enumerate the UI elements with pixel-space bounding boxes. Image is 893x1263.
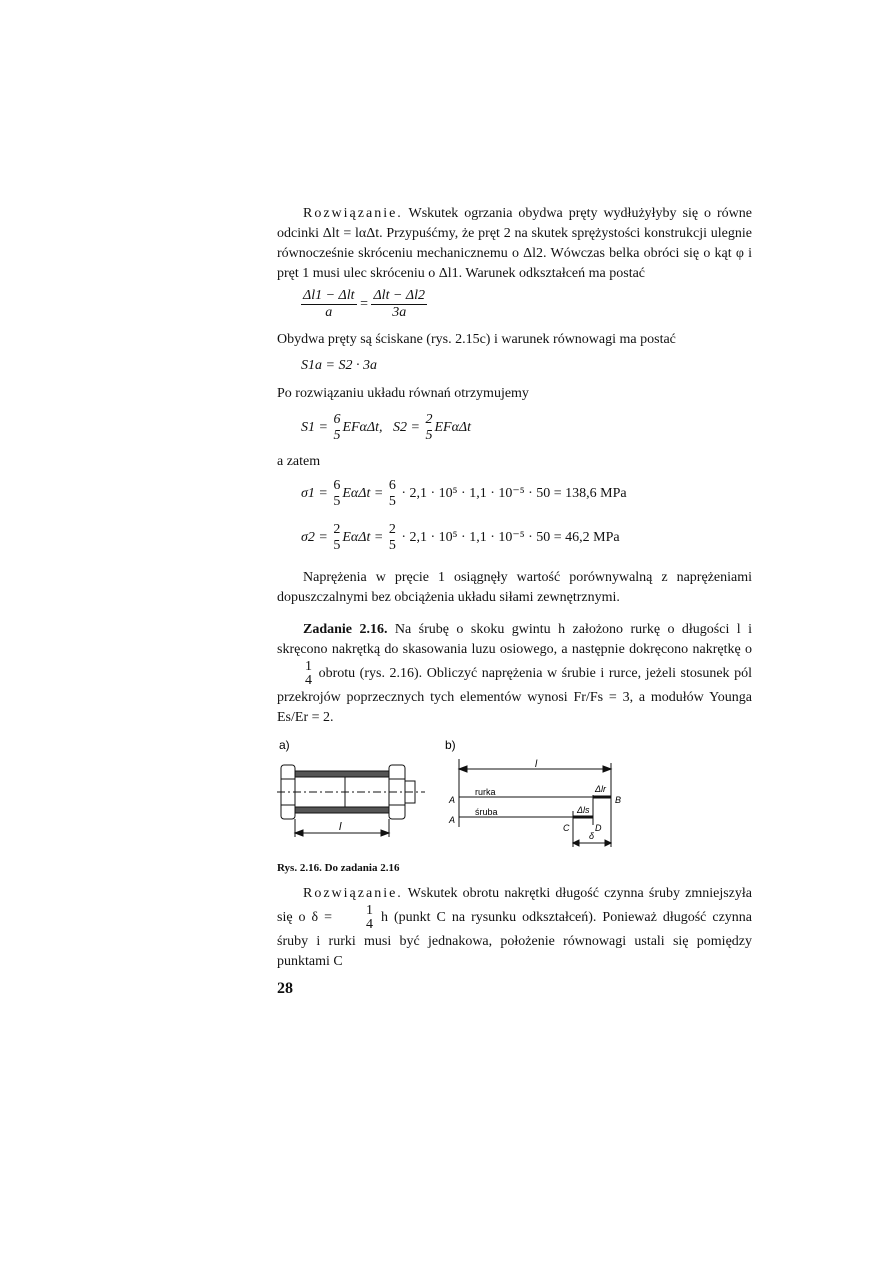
eq3-f2-den: 5 [425,428,433,443]
bolt-assembly-drawing [277,765,425,837]
eq4-mid: EαΔt = [342,486,384,502]
label-delta-lr: Δlr [595,784,607,794]
paragraph-stress-comment: Naprężenia w pręcie 1 osiągnęły wartość porównywalną z naprężeniami dopuszczalnymi bez obciążenia układu siłami zewnętrznymi. [277,570,752,605]
figure-2-16 [277,735,657,855]
paragraph-solution-2 [277,884,752,972]
problem-frac-num: 1 [305,659,312,674]
solution2-frac-num: 1 [366,903,374,918]
point-A-1: A [449,795,456,805]
page-number: 28 [277,980,293,997]
figure-label-b: b) [445,738,456,752]
solution2-text-2: h (punkt C na rysunku odkształceń). Ponieważ długość czynna śruby i rurki musi być jednakowa, położenie równowagi ustali się pomiędzy punktami C [277,910,753,969]
label-delta-ls: Δls [577,805,590,815]
problem-title: Zadanie 2.16. [303,622,388,637]
problem-2-16 [277,620,752,728]
paragraph-thus: a zatem [277,454,321,469]
solution-lead: Rozwiązanie. [303,206,403,221]
eq1-right-numerator: Δlt − Δl2 [373,288,426,303]
paragraph-solve: Po rozwiązaniu układu równań otrzymujemy [277,386,529,401]
eq3-r2: EFαΔt [434,420,472,436]
eq4-fn2: 6 [388,478,396,493]
eq1-left-numerator: Δl1 − Δlt [303,288,355,303]
eq1-left-denominator: a [325,305,333,320]
figure-caption: Rys. 2.16. Do zadania 2.16 [277,862,400,874]
equation-equilibrium: S1a = S2 · 3a [301,358,377,373]
tube-wall-top [295,771,389,777]
eq5-rest: · 2,1 · 10⁵ · 1,1 · 10⁻⁵ · 50 = 46,2 MPa [401,530,620,546]
dim-l-a: l [339,821,342,833]
equation-forces [301,412,471,444]
eq5-fn: 2 [333,522,341,537]
eq3-s2: S2 = [393,420,420,436]
eq4-fd2: 5 [388,494,396,509]
point-B: B [615,795,622,805]
eq5-fn2: 2 [388,522,396,537]
solution2-frac-den: 4 [366,917,374,932]
label-sruba: śruba [475,807,498,817]
eq3-f1-num: 6 [333,412,341,427]
point-D: D [595,823,602,833]
tube-wall-bottom [295,807,389,813]
equation-deformation: $\frac{\text{Δl1 − Δlt}}{a}$ = $\frac{\text{Δlt − Δl2}}{3a}$ [303,288,426,320]
eq3-f2-num: 2 [425,412,433,427]
eq4-lhs: σ1 = [301,486,328,502]
solution2-text-1: Wskutek obrotu nakrętki długość czynna śruby zmniejszyła się o δ = [277,886,752,926]
dim-l-b: l [535,759,538,770]
eq5-fd: 5 [333,538,341,553]
eq4-fd: 5 [333,494,341,509]
eq1-right-denominator: 3a [392,305,407,320]
paragraph-equilibrium: Obydwa pręty są ściskane (rys. 2.15c) i warunek równowagi ma postać [277,332,676,347]
problem-text-1: Na śrubę o skoku gwintu h założono rurkę o długości l i skręcono nakrętką do skasowania luzu osiowego, a następnie dokręcono nakrętkę o [277,622,753,657]
problem-text-2: obrotu (rys. 2.16). Obliczyć naprężenia w śrubie i rurce, jeżeli stosunek pól przekrojów poprzecznych tych elementów wynosi Fr/Fs = 3, a modułów Younga Es/Er = 2. [277,666,752,725]
figure-label-a: a) [279,738,290,752]
eq4-rest: · 2,1 · 10⁵ · 1,1 · 10⁻⁵ · 50 = 138,6 MPa [401,486,627,502]
eq4-fn: 6 [333,478,341,493]
label-delta: δ [589,831,595,841]
eq3-r1: EFαΔt, [342,420,383,436]
eq5-lhs: σ2 = [301,530,328,546]
problem-frac-den: 4 [305,673,312,688]
paragraph-solution-1 [277,204,752,284]
label-rurka: rurka [475,787,496,797]
point-C: C [563,823,570,833]
equation-sigma1 [301,478,627,510]
eq5-fd2: 5 [388,538,396,553]
solution-text: Wskutek ogrzania obydwa pręty wydłużyłyby się o równe odcinki Δlt = lαΔt. Przypuśćmy, że pręt 2 na skutek sprężystości konstrukcji ulegnie równocześnie skróceniu mechanicznemu o Δl2. Wówczas belka obróci się o kąt φ i pręt 1 musi ulec skróceniu o Δl1. Warunek odkształceń ma postać [277,206,752,281]
point-A-2: A [449,815,456,825]
equation-sigma2 [301,522,620,554]
solution2-lead: Rozwiązanie. [303,886,403,901]
eq3-s1: S1 = [301,420,328,436]
eq3-f1-den: 5 [333,428,341,443]
eq5-mid: EαΔt = [342,530,384,546]
